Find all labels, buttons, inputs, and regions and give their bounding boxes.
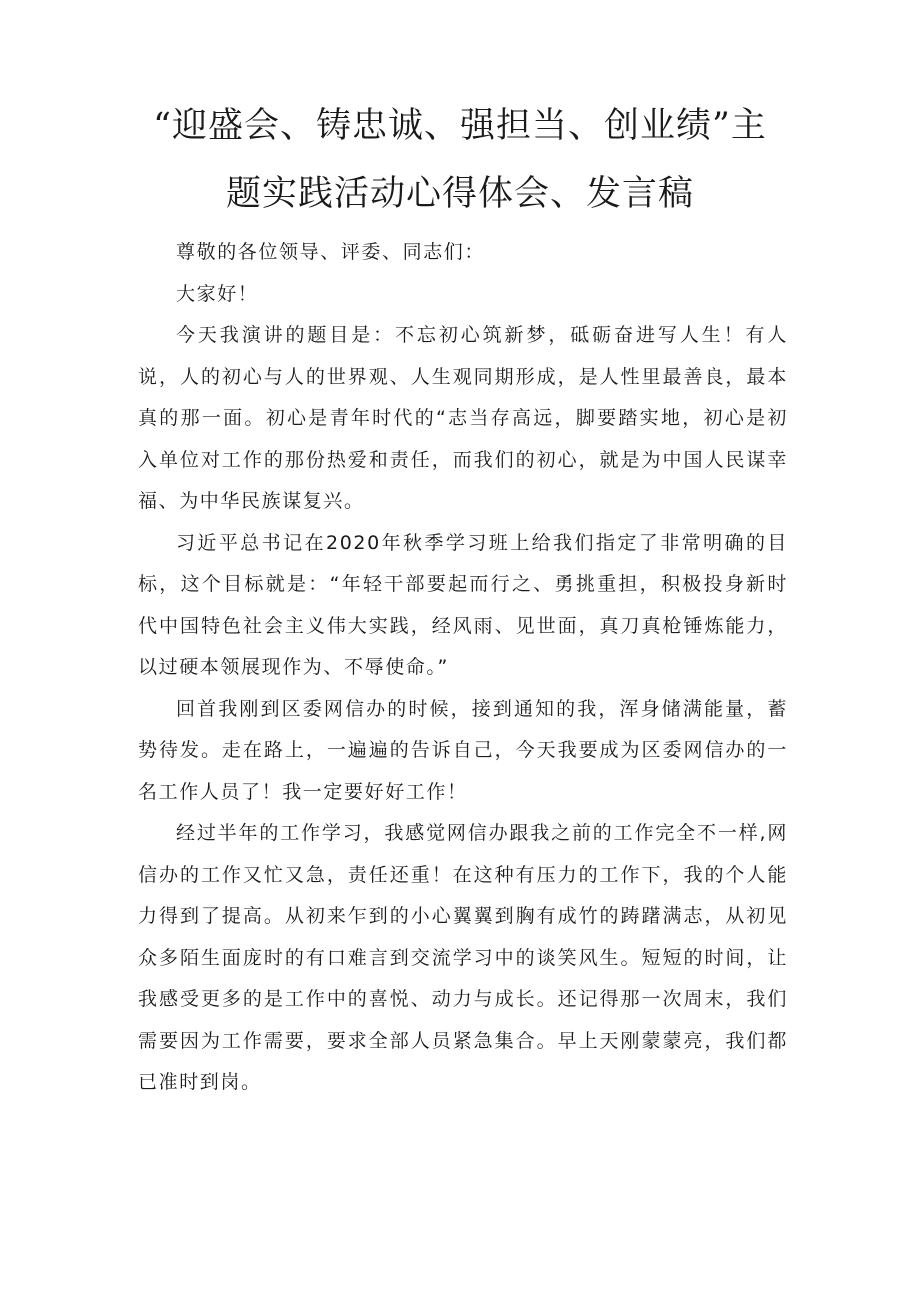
document-body — [138, 232, 788, 1104]
title-line-1: “迎盛会、铸忠诚、强担当、创业绩”主 — [153, 106, 767, 146]
paragraph-topic: 今天我演讲的题目是：不忘初心筑新梦，砥砺奋进写人生！有人说，人的初心与人的世界观、人生观同期形成，是人性里最善良，最本真的那一面。初心是青年时代的“志当存高远，脚要踏实地，初心是初入单位对工作的那份热爱和责任，而我们的初心，就是为中国人民谋幸福、为中华民族谋复兴。 — [138, 324, 788, 512]
greeting: 大家好！ — [176, 282, 259, 305]
paragraph-arrival: 回首我刚到区委网信办的时候，接到通知的我，浑身储满能量，蓄势待发。走在路上，一遍遍的告诉自己，今天我要成为区委网信办的一名工作人员了！我一定要好好工作！ — [138, 697, 788, 803]
salutation: 尊敬的各位领导、评委、同志们： — [176, 241, 486, 263]
title-line-2: 题实践活动心得体会、发言稿 — [225, 174, 694, 214]
paragraph-experience: 经过半年的工作学习，我感觉网信办跟我之前的工作完全不一样,网信办的工作又忙又急，责任还重！在这种有压力的工作下，我的个人能力得到了提高。从初来乍到的小心翼翼到胸有成竹的踌躇满志，从初见众多陌生面庞时的有口难言到交流学习中的谈笑风生。短短的时间，让我感受更多的是工作中的喜悦、动力与成长。还记得那一次周末，我们需要因为工作需要，要求全部人员紧急集合。早上天刚蒙蒙亮，我们都已准时到岗。 — [138, 822, 788, 1093]
document-title — [130, 92, 790, 228]
paragraph-quote: 习近平总书记在2020年秋季学习班上给我们指定了非常明确的目标，这个目标就是：“年轻干部要起而行之、勇挑重担，积极投身新时代中国特色社会主义伟大实践，经风雨、见世面，真刀真枪锤炼能力，以过硬本领展现作为、不辱使命。” — [138, 531, 788, 678]
